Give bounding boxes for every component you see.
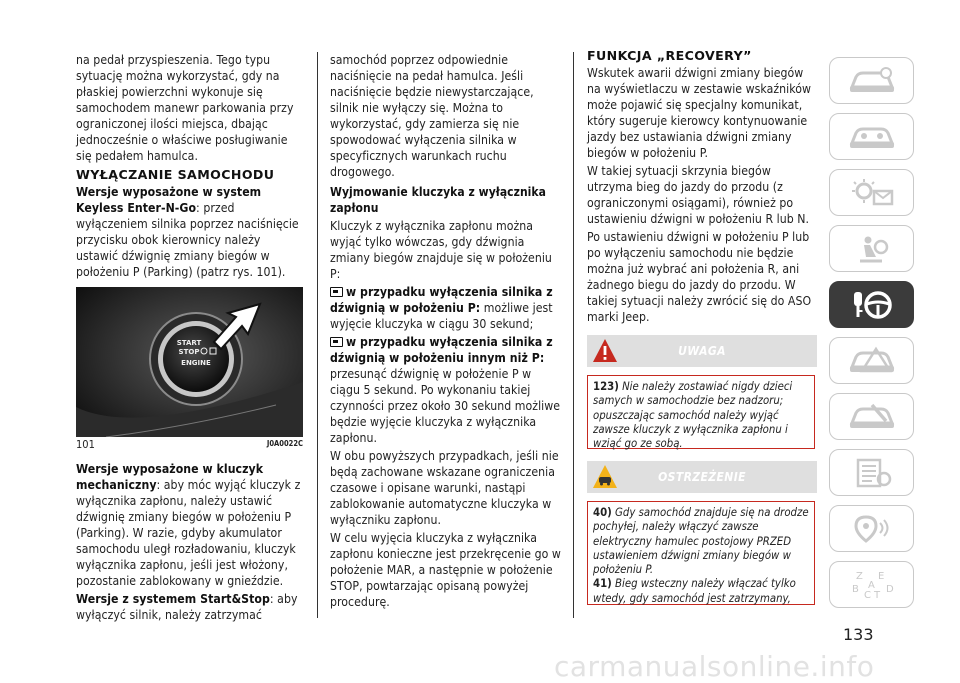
mechanical-key-paragraph [76,461,304,589]
caution-text-1: Gdy samochód znajduje się na drodze pochyłej, należy włączyć zawsze elektryczny hamulec postojowy PRZED ustawieniem dźwigni zmiany biegów w położeniu P. [593,506,809,577]
mechanical-key-text: : aby móc wyjąć kluczyk z wyłącznika zapłonu, należy ustawić dźwignię zmiany biegów w położeniu P (Parking). W razie, gdyby akumulator samochodu uległ rozładowaniu, kluczyk wyłącznika zapłonu, jeśli jest włożony, pozostanie zablokowany w gnieździe. [76,478,301,588]
bullet-item-p [330,284,562,332]
tab-emergency[interactable] [829,337,914,384]
startstop-lead: Wersje z systemem Start&Stop [76,592,270,606]
warning-text: Nie należy zostawiać nigdy dzieci samych w samochodzie bez nadzoru; opuszczając samochód należy wyjąć zawsze kluczyk z wyłącznika zapłonu i wziąć go ze sobą. [593,380,793,451]
index-letter: D [885,583,894,595]
bullet-item-p-lead: w przypadku wyłączenia silnika z dźwignią w położeniu P: [330,285,553,315]
figure-number: 101 [76,438,95,451]
warning-title: UWAGA [678,344,726,358]
caution-title: OSTRZEŻENIE [658,470,746,484]
caution-header [587,461,817,493]
caution-car-icon [591,463,619,494]
caution-number-2: 41) [593,577,612,591]
intro-paragraph: na pedał przyspieszenia. Tego typu sytuację można wykorzystać, gdy na płaskiej powierzchni wykonuje się samochodem manewr parkowania przy ograniczonej ilości miejsca, dbając jednocześnie o właściwe posługiwanie się pedałem hamulca. [76,53,294,163]
caution-number-1: 40) [593,506,612,519]
recovery-paragraph-2: W takiej sytuacji skrzynia biegów utrzyma bieg do jazdy do przodu (z ograniczonymi osiągami), również po ustawieniu dźwigni w położeniu R lub N. [587,164,810,226]
tab-technical-data[interactable] [829,449,914,496]
keyless-paragraph [76,184,304,280]
startstop-paragraph [76,591,304,623]
car-info-icon [846,65,898,97]
dashboard-icon [846,121,898,153]
warning-triangle-icon [591,337,619,368]
tab-multimedia[interactable] [829,505,914,552]
caution-text-2: Bieg wsteczny należy włączać tylko wtedy, gdy samochód jest zatrzymany, [593,577,796,605]
column-divider-2 [573,52,574,618]
transmission-icon [330,287,343,297]
section-title-shutdown: WYŁĄCZANIE SAMOCHODU [76,167,275,182]
both-cases-paragraph: W obu powyższych przypadkach, jeśli nie będą zachowane wskazane ograniczenia czasowe i opisane warunki, nastąpi zablokowanie automatyczne kluczyka w wyłączniku zapłonu. [330,449,559,527]
key-steering-icon [846,288,898,322]
tab-maintenance[interactable] [829,393,914,440]
caution-body [587,501,815,605]
column-right [587,48,819,327]
recovery-paragraph-3: Po ustawieniu dźwigni w położeniu P lub po wyłączeniu samochodu nie będzie można już wybrać ani położenia R, ani żadnego biegu do jazdy do przodu. W takiej sytuacji należy zwrócić się do ASO marki Jeep. [587,230,812,324]
page-number: 133 [843,625,874,644]
index-letter: B [851,583,859,595]
tab-car-info[interactable] [829,57,914,104]
car-service-icon [846,401,898,433]
caution-item-2 [593,577,811,606]
figure-code: J0A0022C [266,439,303,448]
tab-airbag[interactable] [829,225,914,272]
bullet-item-p-text: możliwe jest wyjęcie kluczyka w ciągu 30 sekund; [330,301,553,331]
tab-dashboard[interactable] [829,113,914,160]
index-letter: C [863,589,871,601]
tab-lights[interactable] [829,169,914,216]
index-letter: Z [855,570,863,582]
index-letter: T [873,589,880,601]
warning-body [587,375,815,449]
bullet-item-other-text: przesunąć dźwignię w położenie P w ciągu 5 sekund. Po wykonaniu takiej czynności przez około 30 sekund możliwe będzie wyjęcie kluczyka z wyłącznika zapłonu. [330,367,561,445]
warning-header [587,335,817,367]
engine-button-illustration [76,287,303,437]
mechanical-key-lead: Wersje wyposażone w kluczyk mechaniczny [76,462,264,492]
transmission-icon [330,337,343,347]
lights-mail-icon [846,177,898,209]
column-middle [330,52,562,612]
keyless-lead: Wersje wyposażone w system Keyless Enter-N-Go [76,185,262,215]
button-label-stop: STOP [178,348,200,356]
warning-number: 123) [593,380,619,393]
column-left-bottom [76,461,304,625]
key-removal-procedure-paragraph: W celu wyjęcia kluczyka z wyłącznika zapłonu konieczne jest przekręcenie go w położenie MAR, a następnie w położenie STOP, powtarzając opisaną powyżej procedurę. [330,531,561,609]
continued-paragraph: samochód poprzez odpowiednie naciśnięcie na pedał hamulca. Jeśli naciśnięcie będzie niewystarczające, silnik nie wyłączy się. Można to wykorzystać, gdy zamierza się nie spowodować wyłączenia silnika w specyficznych warunkach ruchu drogowego. [330,53,534,179]
column-left [76,52,304,282]
key-removal-paragraph: Kluczyk z wyłącznika zapłonu można wyjąć tylko wówczas, gdy dźwignia zmiany biegów znajduje się w położeniu P: [330,219,552,281]
figure-caption [76,438,303,452]
startstop-text: : aby wyłączyć silnik, należy zatrzymać [76,592,298,622]
watermark: carmanualsonline.info [554,650,875,683]
tab-index[interactable] [829,561,914,608]
index-letter: A [867,579,875,591]
bullet-item-other-lead: w przypadku wyłączenia silnika z dźwignią w położeniu innym niż P: [330,335,553,365]
keyless-text: : przed wyłączeniem silnika poprzez naciśnięcie przycisku obok kierownicy należy ustawić dźwignię zmiany biegów w położeniu P (Parking) (patrz rys. 101). [76,201,299,279]
section-title-recovery: FUNKCJA „RECOVERY” [587,48,752,63]
caution-item-1 [593,506,811,577]
column-divider-1 [317,52,318,618]
specs-list-icon [846,457,898,489]
tab-starting-driving[interactable] [829,281,914,328]
button-label-start: START [176,339,202,347]
navigation-icon [846,513,898,545]
chapter-sidebar [829,57,914,617]
airbag-icon [846,233,898,265]
engine-button-photo [76,287,303,437]
recovery-paragraph-1: Wskutek awarii dźwigni zmiany biegów na wyświetlaczu w zestawie wskaźników może pojawić się specjalny komunikat, który sugeruje kierowcy kontynuowanie jazdy bez ustawiania dźwigni zmiany biegów w położeniu P. [587,66,812,160]
bullet-item-other [330,334,562,446]
button-label-engine: ENGINE [181,359,211,367]
subsection-title-key-removal: Wyjmowanie kluczyka z wyłącznika zapłonu [330,185,546,215]
warning-car-icon [846,345,898,377]
warning-item [593,380,811,451]
index-letter: E [877,570,884,582]
index-letters-icon [846,568,898,602]
